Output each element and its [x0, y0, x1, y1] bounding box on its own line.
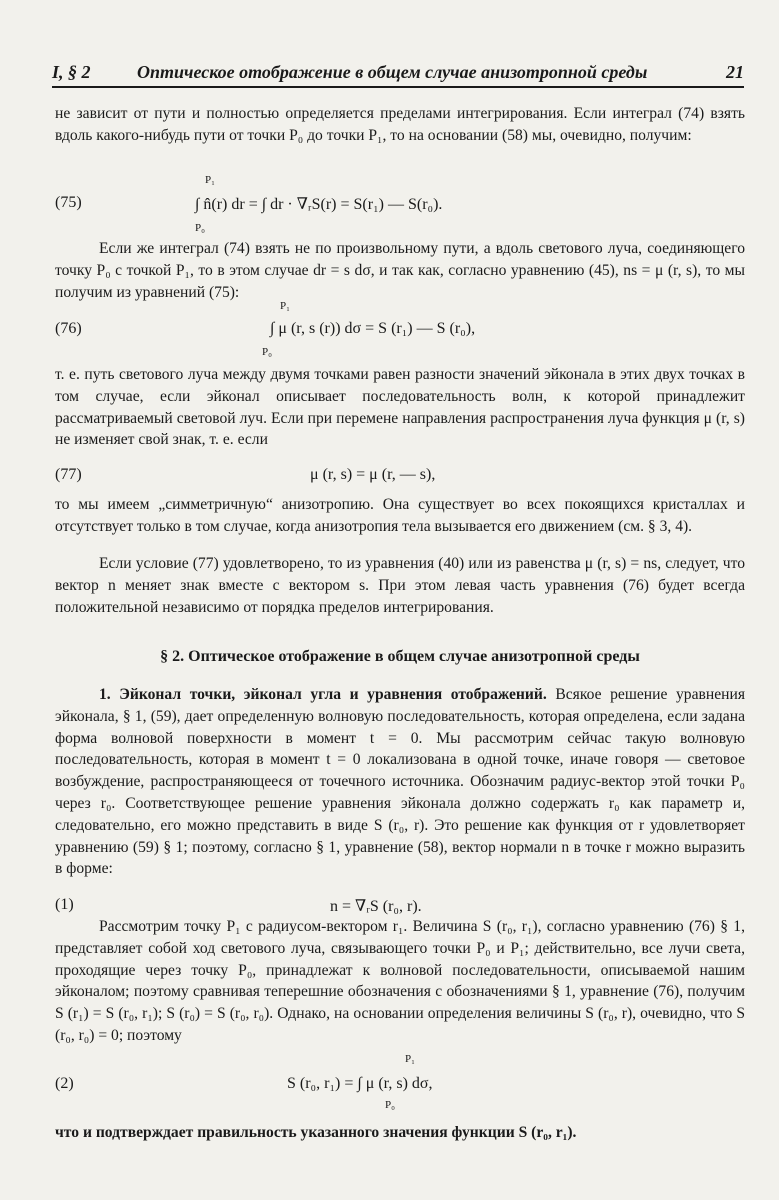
- equation-formula: n = ∇ᵣS (r₀, r).: [330, 898, 422, 915]
- section-title: § 2. Оптическое отображение в общем случае анизотропной среды: [160, 648, 640, 665]
- equation-number: (75): [55, 194, 82, 211]
- equation-75: [55, 174, 745, 238]
- equation-formula: ∫ μ (r, s (r)) dσ = S (r₁) — S (r₀),: [270, 320, 476, 337]
- equation-2: [55, 1055, 745, 1115]
- paragraph-1: не зависит от пути и полностью определяется пределами интегрирования. Если интеграл (74) взять вдоль какого-нибудь пути от точки P₀ до точки P₁, то на основании (58) мы, очевидно, получим:: [55, 105, 745, 144]
- equation-formula: S (r₀, r₁) = ∫ μ (r, s) dσ,: [287, 1075, 433, 1092]
- equation-number: (76): [55, 320, 82, 337]
- equation-formula: ∫ n̂(r) dr = ∫ dr · ∇ᵣS(r) = S(r₁) — S(r₀).: [195, 196, 443, 213]
- integral-upper-limit: P₁: [405, 1053, 415, 1065]
- paragraph-7: Рассмотрим точку P₁ с радиусом-вектором r₁. Величина S (r₀, r₁), согласно уравнению (76) § 1, представляет собой ход светового луча, связывающего точки P₀ и P₁; действительно, все лучи света, проходящие через точку P₀, принадлежат к волновой последовательности, описываемой нашим эйконалом; поэтому сравнивая теперешние обозначения с обозначениями § 1, уравнение (76), получим S (r₁) = S (r₀, r₁); S (r₀) = S (r₀, r₀). Однако, на основании определения величины S (r₀, r), очевидно, что S (r₀, r₀) = 0; поэтому: [55, 918, 745, 1044]
- paragraph-6: [55, 684, 745, 880]
- equation-76: [55, 302, 745, 358]
- equation-number: (77): [55, 466, 82, 483]
- paragraph-3: т. е. путь светового луча между двумя точками равен разности значений эйконала в этих двух точках в том случае, если эйконал описывает последовательность волн, к которой принадлежит рассматриваемый световой луч. Если при перемене направления распространения луча функция μ (r, s) не изменяет свой знак, т. е. если: [55, 366, 745, 449]
- equation-formula: μ (r, s) = μ (r, — s),: [310, 466, 436, 483]
- paragraph-2: Если же интеграл (74) взять не по произвольному пути, а вдоль светового луча, соединяющего точку P₀ с точкой P₁, то в этом случае dr = s dσ, и так как, согласно уравнению (45), ns = μ (r, s), то мы получим из уравнений (75):: [55, 240, 745, 301]
- paragraph-4: то мы имеем „симметричную“ анизотропию. Она существует во всех покоящихся кристаллах и отсутствует только в том случае, когда анизотропия тела вызывается его движением (см. § 3, 4).: [55, 496, 745, 535]
- equation-number: (2): [55, 1075, 74, 1092]
- page-number: 21: [726, 62, 744, 82]
- integral-upper-limit: P₁: [280, 300, 290, 312]
- equation-number: (1): [55, 896, 74, 913]
- chapter-ref: I, § 2: [52, 62, 91, 82]
- running-header: [52, 58, 744, 88]
- integral-lower-limit: P₀: [195, 222, 205, 234]
- integral-lower-limit: P₀: [385, 1099, 395, 1111]
- equation-77: [55, 466, 745, 490]
- integral-lower-limit: P₀: [262, 346, 272, 358]
- paragraph-8: что и подтверждает правильность указанного значения функции S (r₀, r₁).: [55, 1124, 577, 1141]
- integral-upper-limit: P₁: [205, 174, 215, 186]
- paragraph-5: Если условие (77) удовлетворено, то из уравнения (40) или из равенства μ (r, s) = ns, следует, что вектор n меняет знак вместе с вектором s. При этом левая часть уравнения (76) будет всегда положительной независимо от порядка пределов интегрирования.: [55, 555, 745, 616]
- subsection-lead: 1. Эйконал точки, эйконал угла и уравнения отображений.: [99, 686, 547, 703]
- running-title: Оптическое отображение в общем случае анизотропной среды: [137, 62, 648, 82]
- paragraph-6-text: Всякое решение уравнения эйконала, § 1, (59), дает определенную волновую последовательность, которая определена, если задана форма волновой поверхности в момент t = 0. Мы рассмотрим сейчас такую волновую последовательность, которая в момент t = 0 локализована в одной точке, иначе говоря — световое возбуждение, распространяющееся от точечного источника. Обозначим радиус-вектор этой точки P₀ через r₀. Соответствующее решение уравнения эйконала должно содержать r₀ как параметр и, следовательно, его можно представить в виде S (r₀, r). Это решение как функция от r удовлетворяет уравнению (59) § 1; поэтому, согласно § 1, уравнение (58), вектор нормали n в точке r можно выразить в форме:: [55, 686, 745, 878]
